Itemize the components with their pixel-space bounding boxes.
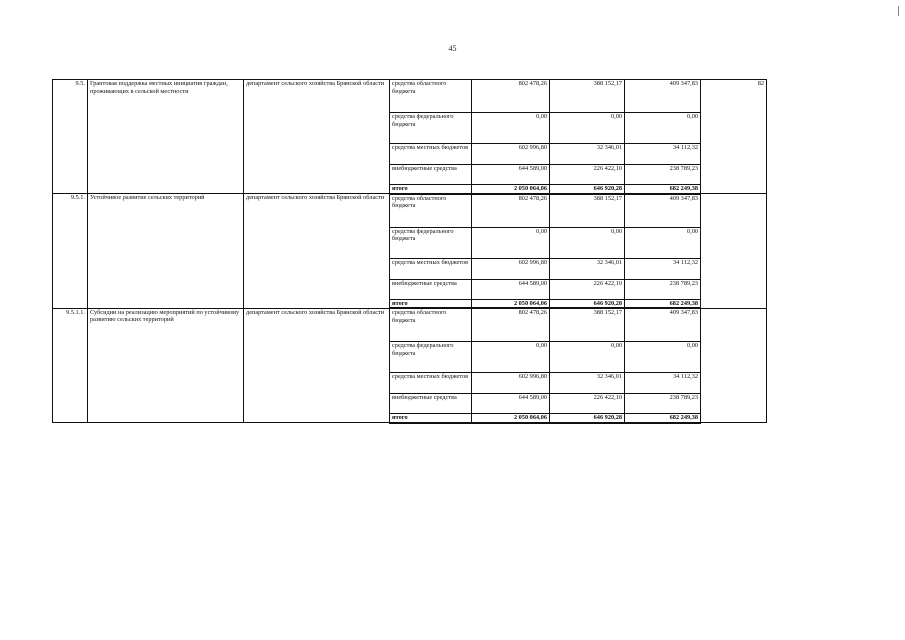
funding-source-cell: внебюджетные средства [390, 165, 472, 185]
funding-source-cell: внебюджетные средства [390, 394, 472, 414]
table-row [53, 194, 767, 228]
amount-year2-cell: 409 347,83 [625, 80, 701, 113]
amount-year1-cell: 388 152,17 [550, 194, 625, 228]
funding-source-cell: средства местных бюджетов [390, 373, 472, 394]
amount-total-cell: 2 050 064,06 [472, 185, 550, 194]
funding-source-cell: средства местных бюджетов [390, 258, 472, 279]
amount-total-cell: 802 478,26 [472, 308, 550, 342]
amount-year1-cell: 0,00 [550, 113, 625, 144]
table-row [53, 308, 767, 342]
budget-table [52, 79, 767, 424]
amount-total-cell: 2 050 064,06 [472, 299, 550, 308]
amount-year1-cell: 226 422,10 [550, 165, 625, 185]
amount-total-cell: 644 589,00 [472, 279, 550, 299]
amount-year1-cell: 32 346,01 [550, 144, 625, 165]
amount-year2-cell: 409 347,83 [625, 194, 701, 228]
amount-total-cell: 602 996,80 [472, 144, 550, 165]
executor-cell: департамент сельского хозяйства Брянской области [244, 194, 390, 309]
amount-year1-cell: 388 152,17 [550, 308, 625, 342]
funding-source-cell: итого [390, 414, 472, 423]
funding-source-cell: средства федерального бюджета [390, 227, 472, 258]
funding-source-cell: итого [390, 299, 472, 308]
amount-year2-cell: 0,00 [625, 342, 701, 373]
amount-year1-cell: 0,00 [550, 227, 625, 258]
funding-source-cell: внебюджетные средства [390, 279, 472, 299]
amount-year2-cell: 238 789,23 [625, 165, 701, 185]
amount-year2-cell: 238 789,23 [625, 279, 701, 299]
amount-total-cell: 644 589,00 [472, 165, 550, 185]
item-code-cell: 9.5.1.1. [53, 308, 88, 423]
amount-year2-cell: 34 112,32 [625, 258, 701, 279]
funding-source-cell: средства федерального бюджета [390, 113, 472, 144]
amount-year2-cell: 34 112,32 [625, 373, 701, 394]
executor-cell: департамент сельского хозяйства Брянской области [244, 308, 390, 423]
amount-year1-cell: 646 920,28 [550, 185, 625, 194]
amount-total-cell: 602 996,80 [472, 373, 550, 394]
amount-year1-cell: 646 920,28 [550, 414, 625, 423]
amount-year2-cell: 238 789,23 [625, 394, 701, 414]
amount-total-cell: 802 478,26 [472, 80, 550, 113]
amount-year2-cell: 0,00 [625, 113, 701, 144]
page-number: 45 [448, 44, 457, 53]
amount-year1-cell: 226 422,10 [550, 279, 625, 299]
amount-year1-cell: 0,00 [550, 342, 625, 373]
amount-year1-cell: 226 422,10 [550, 394, 625, 414]
funding-source-cell: средства областного бюджета [390, 194, 472, 228]
amount-total-cell: 2 050 064,06 [472, 414, 550, 423]
scan-edge-mark [898, 6, 899, 16]
item-name-cell: Устойчивое развитие сельских территорий [88, 194, 244, 309]
amount-year1-cell: 32 346,01 [550, 373, 625, 394]
amount-year1-cell: 388 152,17 [550, 80, 625, 113]
amount-total-cell: 802 478,26 [472, 194, 550, 228]
amount-year1-cell: 646 920,28 [550, 299, 625, 308]
amount-year2-cell: 0,00 [625, 227, 701, 258]
amount-year2-cell: 682 249,38 [625, 414, 701, 423]
budget-table-body [53, 80, 767, 423]
amount-year1-cell: 32 346,01 [550, 258, 625, 279]
amount-year2-cell: 409 347,83 [625, 308, 701, 342]
item-code-cell: 9.5.1. [53, 194, 88, 309]
funding-source-cell: средства областного бюджета [390, 80, 472, 113]
funding-source-cell: средства областного бюджета [390, 308, 472, 342]
amount-year2-cell: 682 249,38 [625, 299, 701, 308]
amount-total-cell: 0,00 [472, 227, 550, 258]
item-code-cell: 9.5. [53, 80, 88, 194]
funding-source-cell: средства федерального бюджета [390, 342, 472, 373]
extra-value-cell [701, 194, 767, 309]
amount-total-cell: 644 589,00 [472, 394, 550, 414]
extra-value-cell: 82 [701, 80, 767, 194]
item-name-cell: Грантовая поддержка местных инициатив граждан, проживающих в сельской местности [88, 80, 244, 194]
amount-total-cell: 602 996,80 [472, 258, 550, 279]
table-row [53, 80, 767, 113]
funding-source-cell: итого [390, 185, 472, 194]
funding-source-cell: средства местных бюджетов [390, 144, 472, 165]
amount-year2-cell: 682 249,38 [625, 185, 701, 194]
amount-total-cell: 0,00 [472, 113, 550, 144]
amount-year2-cell: 34 112,32 [625, 144, 701, 165]
extra-value-cell [701, 308, 767, 423]
executor-cell: департамент сельского хозяйства Брянской области [244, 80, 390, 194]
item-name-cell: Субсидии на реализацию мероприятий по устойчивому развитию сельских территорий [88, 308, 244, 423]
amount-total-cell: 0,00 [472, 342, 550, 373]
